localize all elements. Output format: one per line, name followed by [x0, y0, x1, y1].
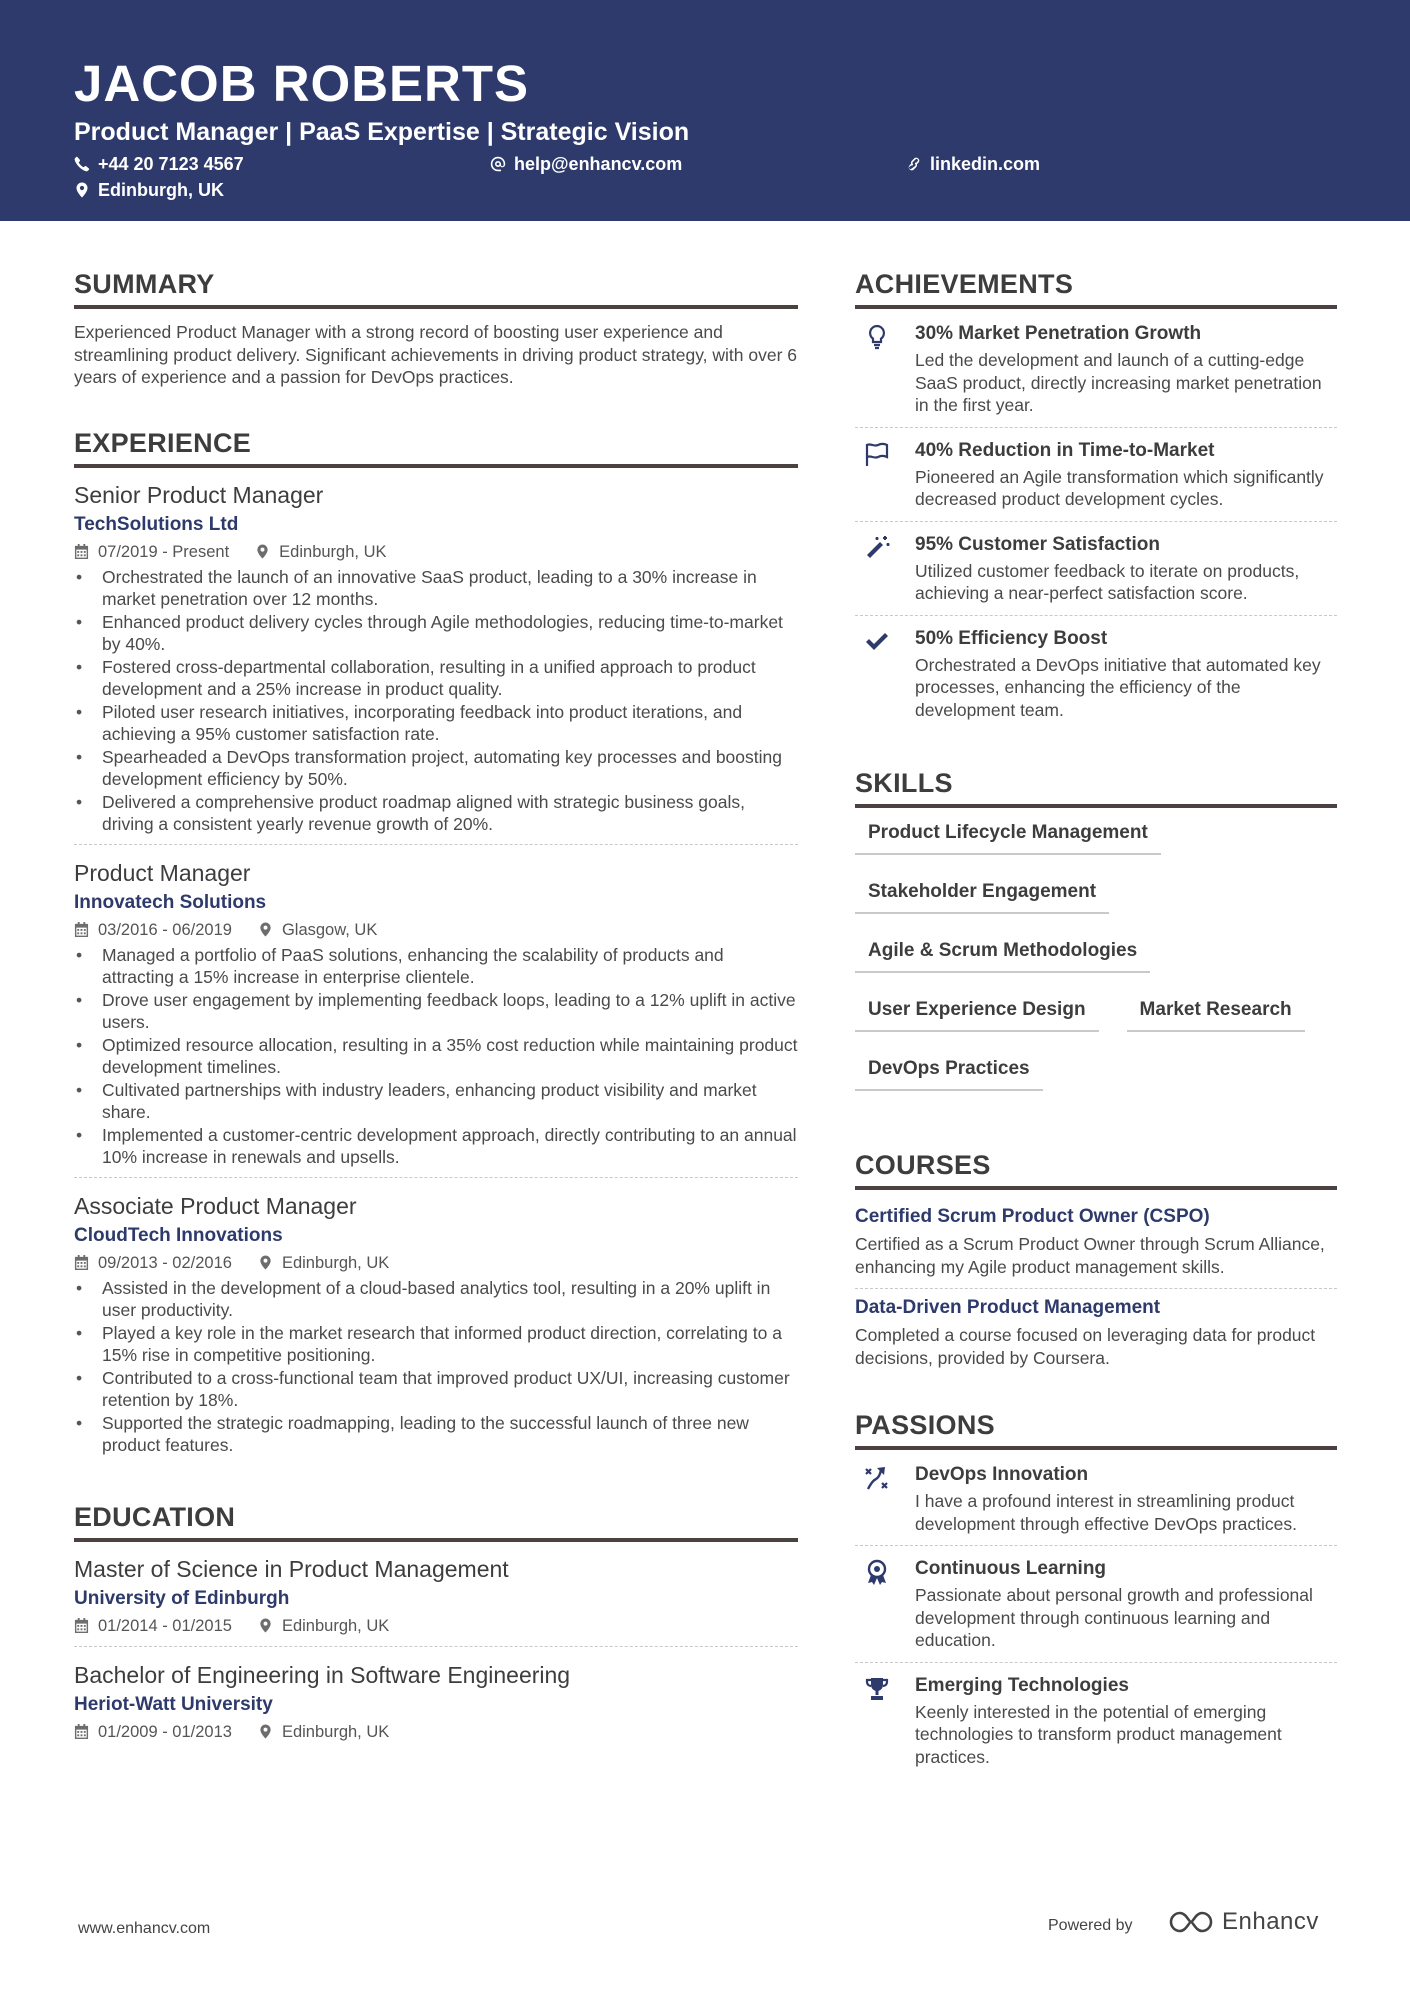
company-name: CloudTech Innovations [74, 1224, 283, 1246]
skill-tag: Stakeholder Engagement [855, 873, 1109, 914]
education-dates: 01/2014 - 01/2015 [98, 1616, 232, 1635]
contact-location [74, 181, 224, 199]
passion-desc: Keenly interested in the potential of emerging technologies to transform product management practices. [915, 1701, 1282, 1767]
bullet-item: • Delivered a comprehensive product roadmap aligned with strategic business goals, driving a consistent yearly revenue growth of 20%. [74, 791, 798, 836]
passions-heading: PASSIONS [855, 1409, 1337, 1450]
skill-tag: Market Research [1127, 991, 1305, 1032]
bullet-item: • Played a key role in the market research that informed product direction, correlating to a 15% rise in competitive positioning. [74, 1322, 798, 1367]
degree-title: Master of Science in Product Management [74, 1555, 509, 1582]
education-dates: 01/2009 - 01/2013 [98, 1722, 232, 1741]
candidate-name: JACOB ROBERTS [74, 55, 530, 112]
location-text: Edinburgh, UK [98, 180, 224, 200]
bullet-item: • Cultivated partnerships with industry leaders, enhancing product visibility and market share. [74, 1079, 798, 1124]
achievement-desc: Led the development and launch of a cutting-edge SaaS product, directly increasing market penetration in the first year. [915, 350, 1322, 415]
bullet-item: • Fostered cross-departmental collaboration, resulting in a unified approach to product development and a 25% increase in product quality. [74, 656, 798, 701]
course-desc: Certified as a Scrum Product Owner through Scrum Alliance, enhancing my Agile product management skills. [855, 1234, 1325, 1277]
magic-wand-icon [863, 534, 891, 562]
achievement-desc: Utilized customer feedback to iterate on products, achieving a near-perfect satisfaction score. [915, 560, 1300, 603]
course-desc: Completed a course focused on leveraging data for product decisions, provided by Coursera. [855, 1325, 1316, 1368]
achievement-item [855, 428, 1337, 522]
passion-title: DevOps Innovation [915, 1464, 1089, 1485]
phone-text: +44 20 7123 4567 [98, 154, 244, 174]
award-ribbon-icon [863, 1558, 891, 1586]
achievement-title: 95% Customer Satisfaction [915, 533, 1160, 555]
location-pin-icon [258, 1618, 273, 1633]
job-bullets [74, 1277, 798, 1457]
resume-header [0, 0, 1410, 221]
job-title: Product Manager [74, 859, 251, 886]
skill-tag: DevOps Practices [855, 1050, 1043, 1091]
calendar-icon [74, 1618, 89, 1633]
course-title: Certified Scrum Product Owner (CSPO) [855, 1206, 1210, 1227]
experience-entry [74, 480, 798, 845]
achievement-title: 50% Efficiency Boost [915, 627, 1108, 649]
bullet-item: • Supported the strategic roadmapping, leading to the successful launch of three new product features. [74, 1412, 798, 1457]
summary-text: Experienced Product Manager with a strong record of boosting user experience and streamlining product delivery. Significant achievements in driving product strategy, with over 6 years of experience and a passion for DevOps practices. [74, 322, 798, 387]
bullet-item: • Managed a portfolio of PaaS solutions, enhancing the scalability of products and attracting a 15% increase in enterprise clientele. [74, 944, 798, 989]
summary-heading: SUMMARY [74, 268, 798, 309]
contact-email[interactable] [490, 155, 682, 173]
location-pin-icon [74, 182, 90, 198]
bullet-item: • Optimized resource allocation, resulting in a 35% cost reduction while maintaining product development timelines. [74, 1034, 798, 1079]
achievement-desc: Pioneered an Agile transformation which significantly decreased product development cycles. [915, 466, 1324, 509]
achievement-item [855, 522, 1337, 616]
achievement-item [855, 311, 1337, 428]
passion-item [855, 1663, 1337, 1779]
experience-entry [74, 858, 798, 1178]
passion-desc: I have a profound interest in streamlining product development through effective DevOps practices. [915, 1491, 1297, 1534]
education-location: Edinburgh, UK [281, 1616, 390, 1635]
school-name: Heriot-Watt University [74, 1693, 273, 1715]
job-dates: 07/2019 - Present [98, 542, 230, 561]
job-location: Glasgow, UK [281, 920, 378, 939]
job-meta [74, 918, 798, 942]
candidate-tagline: Product Manager | PaaS Expertise | Strategic Vision [74, 118, 690, 146]
experience-heading: EXPERIENCE [74, 427, 798, 468]
location-pin-icon [255, 544, 270, 559]
skill-tag: Product Lifecycle Management [855, 814, 1161, 855]
passion-title: Continuous Learning [915, 1558, 1107, 1579]
education-entry [74, 1554, 798, 1647]
footer-website[interactable]: www.enhancv.com [78, 1920, 211, 1937]
job-bullets [74, 944, 798, 1169]
education-meta [74, 1720, 798, 1744]
bullet-item: • Orchestrated the launch of an innovative SaaS product, leading to a 30% increase in market penetration over 12 months. [74, 566, 798, 611]
achievement-item [855, 616, 1337, 732]
job-meta [74, 540, 798, 564]
job-dates: 03/2016 - 06/2019 [98, 920, 232, 939]
passion-title: Emerging Technologies [915, 1674, 1129, 1696]
achievement-title: 40% Reduction in Time-to-Market [915, 439, 1215, 461]
right-column [855, 268, 1337, 1778]
job-meta [74, 1251, 798, 1275]
bullet-item: • Piloted user research initiatives, incorporating feedback into product iterations, and achieving a 95% customer satisfaction rate. [74, 701, 798, 746]
education-meta [74, 1614, 798, 1638]
calendar-icon [74, 1724, 89, 1739]
school-name: University of Edinburgh [74, 1587, 290, 1609]
education-entry [74, 1660, 798, 1752]
contact-linkedin[interactable] [906, 155, 1040, 173]
location-pin-icon [258, 922, 273, 937]
email-text: help@enhancv.com [514, 154, 683, 174]
bullet-item: • Enhanced product delivery cycles through Agile methodologies, reducing time-to-market by 40%. [74, 611, 798, 656]
footer-powered-by: Powered by [1048, 1917, 1133, 1934]
bullet-item: • Contributed to a cross-functional team that improved product UX/UI, increasing customer retention by 18%. [74, 1367, 798, 1412]
calendar-icon [74, 544, 89, 559]
strategy-arrow-icon [863, 1464, 891, 1492]
job-title: Associate Product Manager [74, 1192, 357, 1219]
passion-item [855, 1546, 1337, 1663]
job-location: Edinburgh, UK [279, 542, 387, 561]
experience-entry [74, 1191, 798, 1465]
company-name: Innovatech Solutions [74, 891, 267, 913]
contact-phone[interactable] [74, 155, 244, 173]
calendar-icon [74, 1255, 89, 1270]
brand-name: Enhancv [1222, 1908, 1319, 1935]
linkedin-text: linkedin.com [930, 154, 1041, 174]
job-location: Edinburgh, UK [281, 1253, 390, 1272]
job-dates: 09/2013 - 02/2016 [98, 1253, 232, 1272]
skills-list [855, 814, 1337, 1109]
degree-title: Bachelor of Engineering in Software Engineering [74, 1661, 571, 1688]
trophy-icon [863, 1675, 891, 1703]
location-pin-icon [258, 1255, 273, 1270]
phone-icon [74, 156, 90, 172]
job-title: Senior Product Manager [74, 481, 324, 508]
calendar-icon [74, 922, 89, 937]
flag-icon [863, 440, 891, 468]
achievements-heading: ACHIEVEMENTS [855, 268, 1337, 309]
company-name: TechSolutions Ltd [74, 513, 239, 535]
passion-desc: Passionate about personal growth and professional development through continuous learning and education. [915, 1585, 1313, 1650]
location-pin-icon [258, 1724, 273, 1739]
bullet-item: • Drove user engagement by implementing feedback loops, leading to a 12% uplift in active users. [74, 989, 798, 1034]
skills-heading: SKILLS [855, 767, 1337, 808]
bullet-item: • Spearheaded a DevOps transformation project, automating key processes and boosting development efficiency by 50%. [74, 746, 798, 791]
bullet-item: • Assisted in the development of a cloud-based analytics tool, resulting in a 20% uplift in user productivity. [74, 1277, 798, 1322]
course-title: Data-Driven Product Management [855, 1297, 1161, 1318]
course-item [855, 1289, 1337, 1379]
lightbulb-icon [863, 323, 891, 351]
skill-tag: Agile & Scrum Methodologies [855, 932, 1150, 973]
achievement-title: 30% Market Penetration Growth [915, 323, 1202, 344]
achievement-desc: Orchestrated a DevOps initiative that automated key processes, enhancing the efficiency of the development team. [915, 654, 1321, 720]
education-heading: EDUCATION [74, 1501, 798, 1542]
checkmark-icon [863, 628, 891, 656]
courses-heading: COURSES [855, 1149, 1337, 1190]
bullet-item: • Implemented a customer-centric development approach, directly contributing to an annual 10% increase in renewals and upsells. [74, 1124, 798, 1169]
passion-item [855, 1452, 1337, 1546]
enhancv-logo[interactable] [1168, 1908, 1319, 1936]
link-icon [906, 156, 922, 172]
at-sign-icon [490, 156, 506, 172]
course-item [855, 1198, 1337, 1289]
left-column [74, 268, 798, 1765]
education-location: Edinburgh, UK [281, 1722, 390, 1741]
job-bullets [74, 566, 798, 836]
skill-tag: User Experience Design [855, 991, 1099, 1032]
enhancv-logo-icon [1168, 1909, 1214, 1935]
